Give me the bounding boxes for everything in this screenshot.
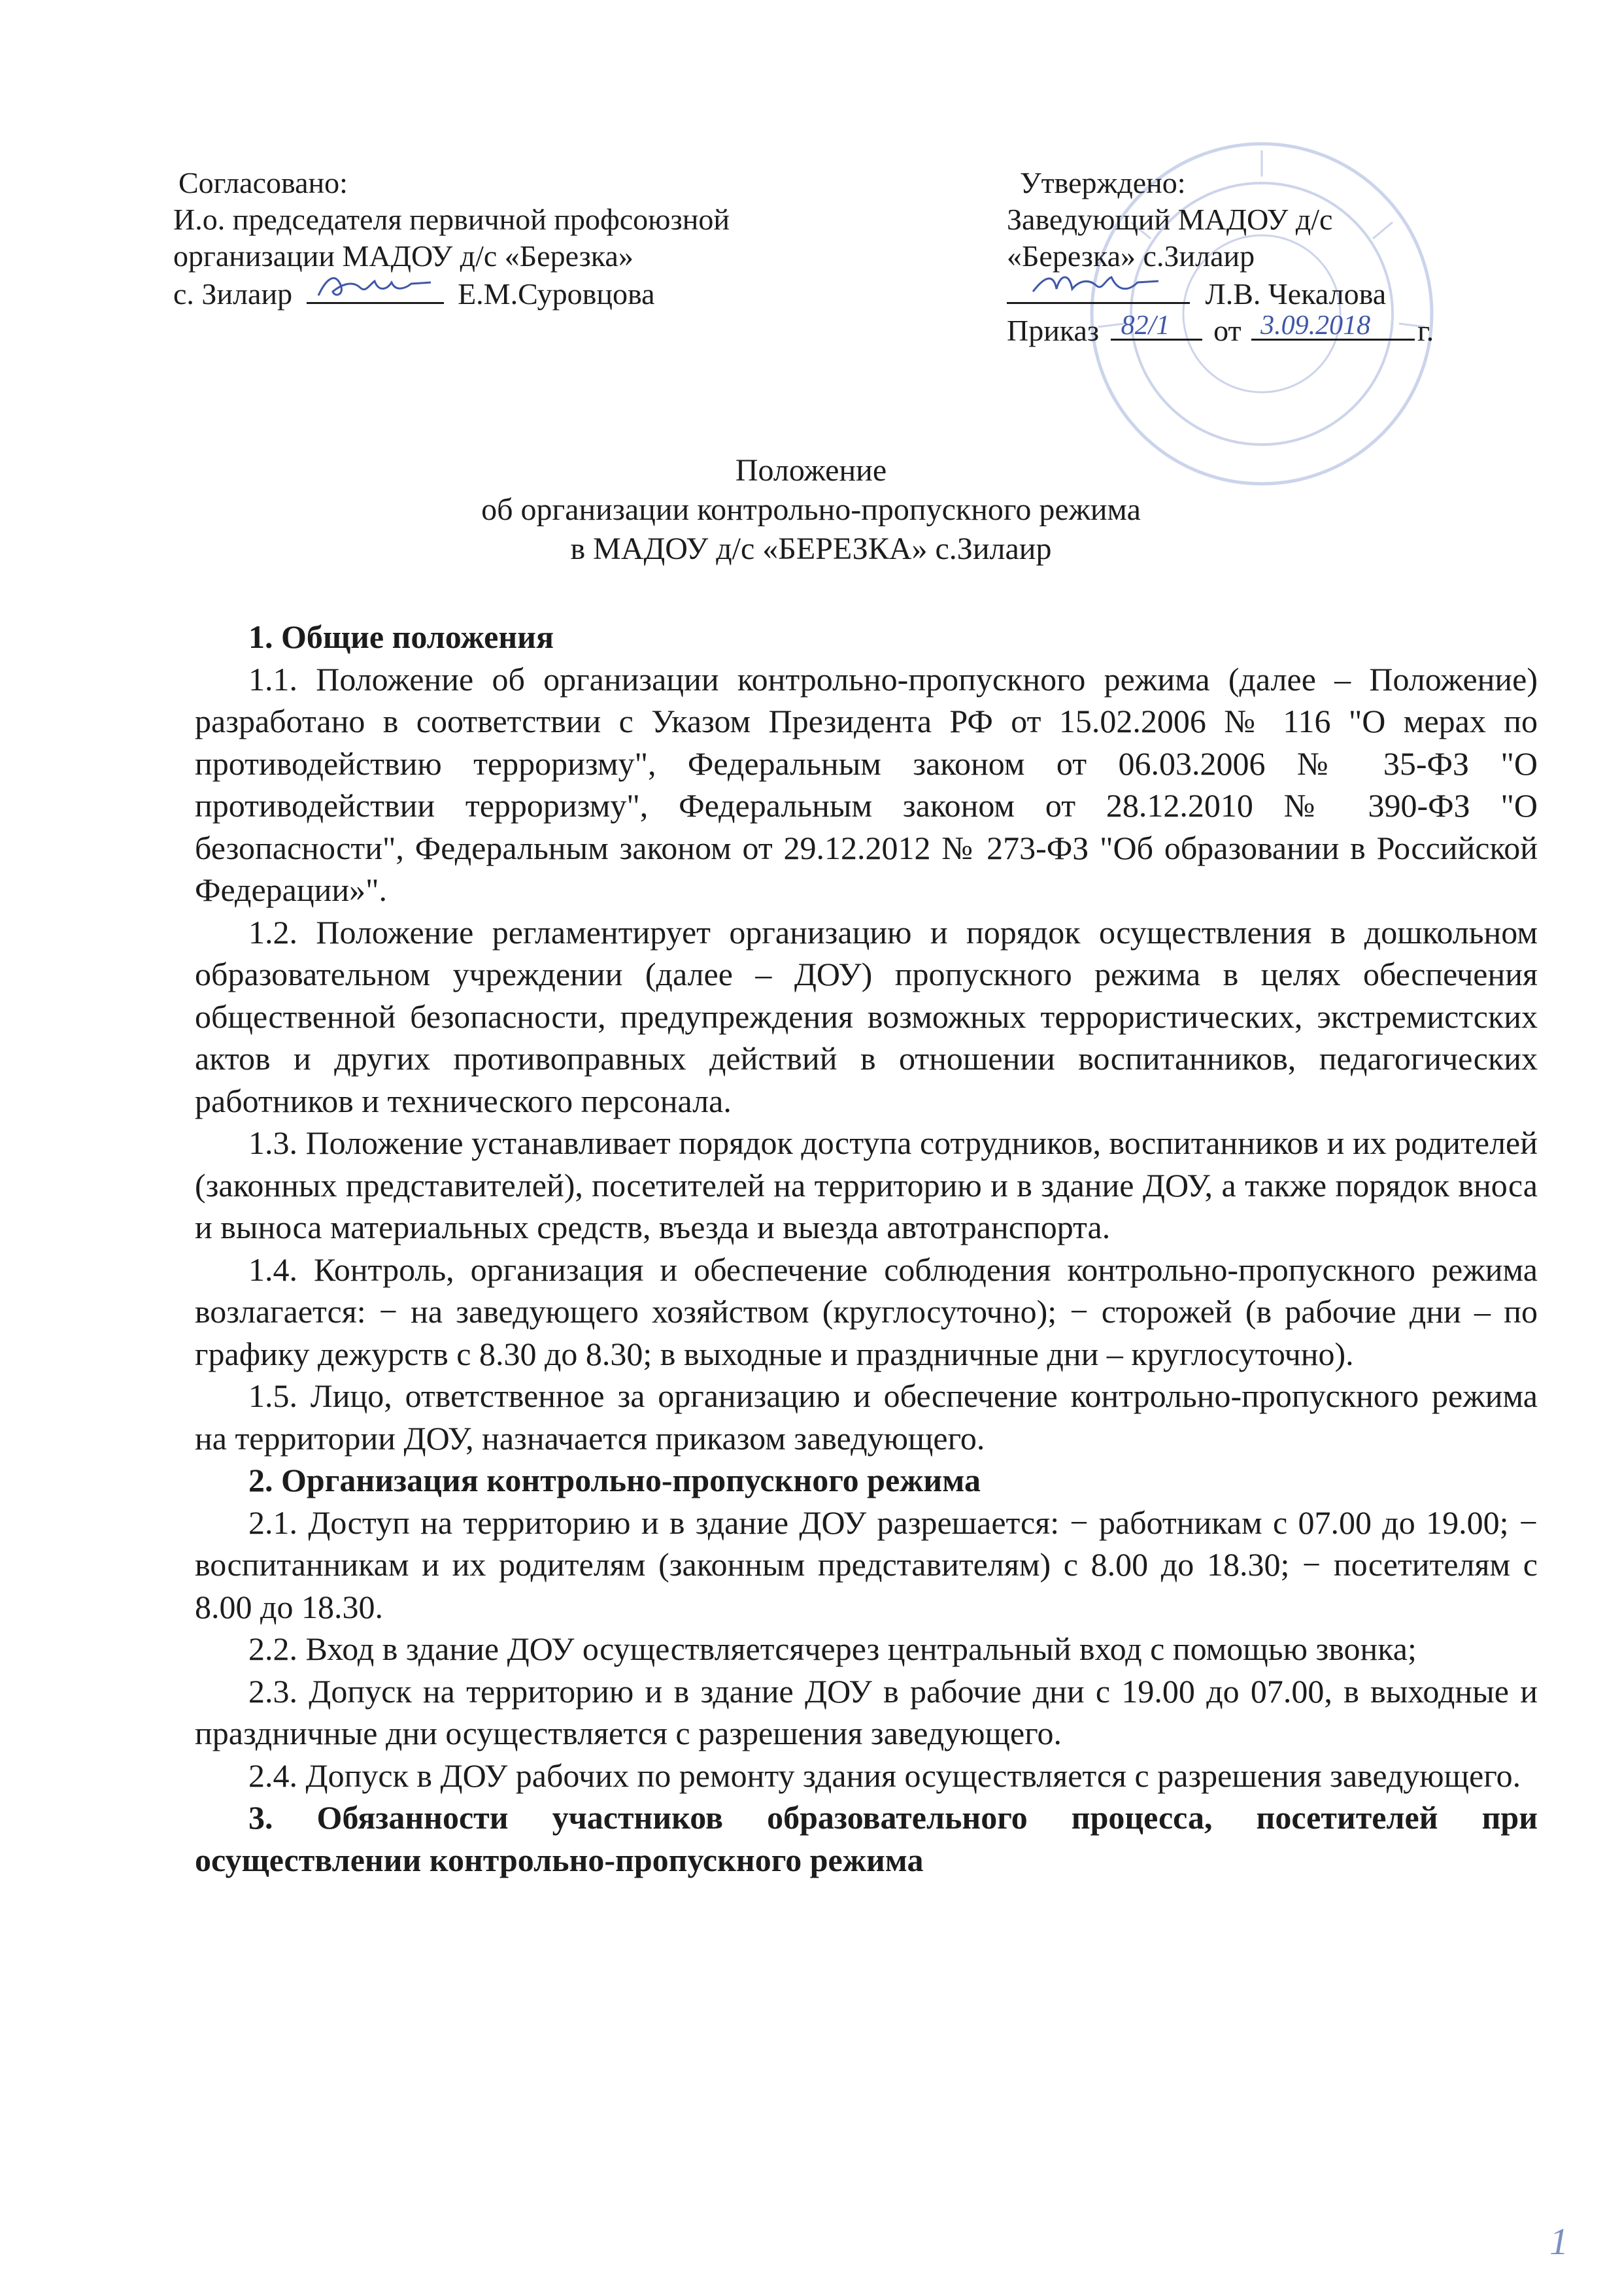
approved-organization: «Березка» с.Зилаир — [1007, 239, 1255, 273]
approved-block — [1007, 165, 1434, 348]
title-line-1: Положение — [735, 453, 887, 488]
order-number: 82/1 — [1121, 311, 1170, 341]
approved-signature-blank — [1007, 275, 1190, 304]
agreed-signature-blank — [307, 275, 444, 304]
paragraph-1-3: 1.3. Положение устанавливает порядок доступа сотрудников, воспитанников и их родителей (законных представителей), посетителей на территорию и в здание ДОУ, а также порядок вноса и выноса материальных средств, въезда и выезда автотранспорта. — [195, 1124, 1538, 1245]
section-heading-2: 2. Организация контрольно-пропускного режима — [248, 1462, 981, 1498]
agreed-position: И.о. председателя первичной профсоюзной — [173, 203, 730, 236]
order-line — [1007, 311, 1434, 348]
agreed-heading: Согласовано: — [178, 166, 348, 199]
handwritten-signature-icon — [307, 265, 437, 305]
paragraph-1-2: 1.2. Положение регламентирует организацию и порядок осуществления в дошкольном образовательном учреждении (далее – ДОУ) пропускного режима в целях обеспечения общественной безопасности, предупреждения возможных террористических, экстремистских актов и других противоправных действий в отношении воспитанников, педагогических работников и технического персонала. — [195, 913, 1538, 1119]
agreed-organization: организации МАДОУ д/с «Березка» — [173, 239, 634, 273]
paragraph-1-1: 1.1. Положение об организации контрольно-пропускного режима (далее – Положение) разработано в соответствии с Указом Президента РФ от 15.02.2006 № 116 "О мерах по противодействию терроризму", Федеральным законом от 06.03.2006 № 35-ФЗ "О противодействии терроризму", Федеральным законом от 28.12.2010 № 390-ФЗ "О безопасности", Федеральным законом от 29.12.2012 № 273-ФЗ "Об образовании в Российской Федерации»". — [195, 660, 1538, 908]
agreed-block — [173, 165, 730, 311]
order-date: 3.09.2018 — [1260, 311, 1371, 341]
paragraph-2-1: 2.1. Доступ на территорию и в здание ДОУ разрешается: − работникам с 07.00 до 19.00; − воспитанникам и их родителям (законным представителям) с 8.00 до 18.30; − посетителям с 8.00 до 18.30. — [195, 1504, 1538, 1625]
approved-position: Заведующий МАДОУ д/с — [1007, 203, 1333, 236]
document-body — [195, 616, 1538, 1881]
order-date-blank — [1251, 311, 1415, 341]
order-label: Приказ — [1007, 314, 1100, 347]
paragraph-2-2: 2.2. Вход в здание ДОУ осуществляетсячерез центральный вход с помощью звонка; — [248, 1630, 1417, 1667]
handwritten-signature-icon — [1007, 265, 1177, 305]
order-year-suffix: г. — [1417, 314, 1434, 347]
approved-name: Л.В. Чекалова — [1205, 277, 1387, 311]
agreed-signature-line — [173, 275, 730, 311]
order-from-label: от — [1213, 314, 1242, 347]
section-heading-1: 1. Общие положения — [248, 618, 554, 655]
title-line-2: об организации контрольно-пропускного режима — [481, 492, 1141, 527]
paragraph-2-3: 2.3. Допуск на территорию и в здание ДОУ в рабочие дни с 19.00 до 07.00, в выходные и праздничные дни осуществляется с разрешения заведующего. — [195, 1672, 1538, 1751]
title-line-3: в МАДОУ д/с «БЕРЕЗКА» с.Зилаир — [570, 532, 1052, 566]
document-title — [0, 451, 1622, 569]
approved-heading: Утверждено: — [1020, 166, 1186, 199]
agreed-name: Е.М.Суровцова — [458, 277, 655, 311]
approved-signature-line — [1007, 275, 1434, 311]
page-number: 1 — [1549, 2220, 1568, 2263]
paragraph-1-4: 1.4. Контроль, организация и обеспечение соблюдения контрольно-пропускного режима возлагается: − на заведующего хозяйством (круглосуточно); − сторожей (в рабочие дни – по графику дежурств с 8.30 до 8.30; в выходные и праздничные дни – круглосуточно). — [195, 1251, 1538, 1372]
paragraph-1-5: 1.5. Лицо, ответственное за организацию и обеспечение контрольно-пропускного режима на территории ДОУ, назначается приказом заведующего. — [195, 1377, 1538, 1457]
agreed-village: с. Зилаир — [173, 277, 293, 311]
section-heading-3: 3. Обязанности участников образовательного процесса, посетителей при осуществлении контрольно-пропускного режима — [195, 1799, 1538, 1878]
paragraph-2-4: 2.4. Допуск в ДОУ рабочих по ремонту здания осуществляется с разрешения заведующего. — [248, 1757, 1521, 1794]
order-number-blank — [1111, 311, 1202, 341]
